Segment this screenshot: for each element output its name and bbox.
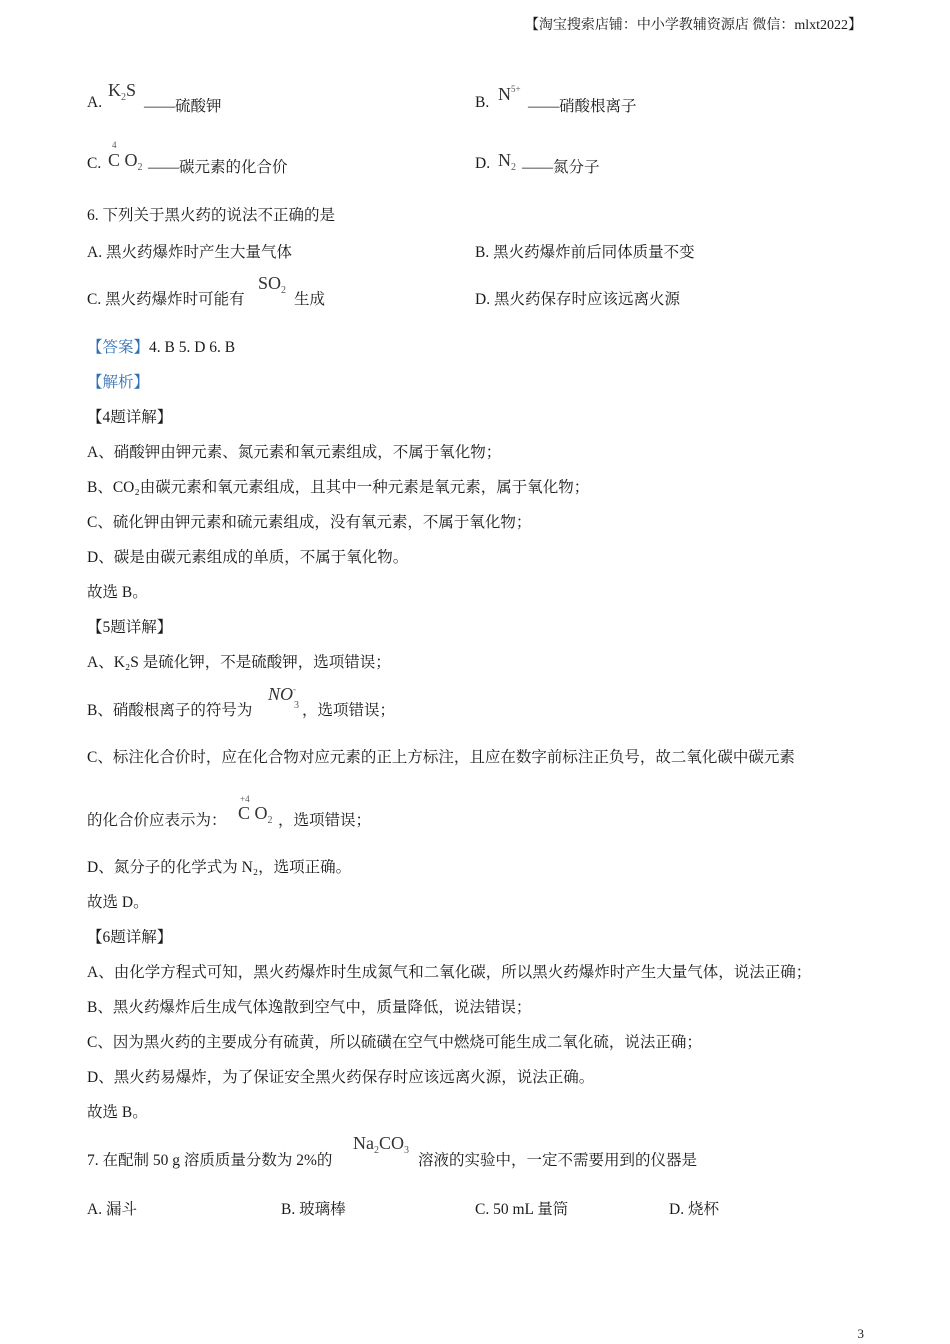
page-header: 【淘宝搜索店铺：中小学教辅资源店 微信：mlxt2022】	[524, 18, 862, 33]
q5-detail-line-b: B、硝酸根离子的符号为	[87, 702, 253, 719]
q6-detail-line: B、黑火药爆炸后生成气体逸散到空气中，质量降低，说法错误；	[87, 999, 532, 1016]
page-number: 3	[857, 1326, 864, 1341]
q4-detail-line: C、硫化钾由钾元素和硫元素组成，没有氧元素，不属于氧化物；	[87, 514, 532, 531]
q5-option-c-desc: ——碳元素的化合价	[148, 159, 288, 176]
q4-detail-line: A、硝酸钾由钾元素、氮元素和氧元素组成，不属于氧化物；	[87, 444, 502, 461]
q5-option-a: A.	[87, 94, 103, 111]
q5-detail-line-d: D、氮分子的化学式为 N₂，选项正确。	[87, 859, 352, 876]
q7-option-b: B. 玻璃棒	[281, 1201, 346, 1218]
q5-detail-valence: +4	[240, 794, 250, 804]
q6-detail-line: A、由化学方程式可知，黑火药爆炸时生成氮气和二氧化碳，所以黑火药爆炸时产生大量气体，说法正确；	[87, 964, 812, 981]
q7-option-a: A. 漏斗	[87, 1201, 137, 1218]
q7-option-d: D. 烧杯	[669, 1201, 719, 1218]
q5-detail-co2-formula: C $O_2$	[238, 803, 273, 826]
q5-option-c-formula: C $O_2$	[108, 150, 143, 173]
q6-detail-title: 【6题详解】	[87, 929, 173, 946]
q5-option-c: C.	[87, 155, 102, 172]
q4-detail-line: D、碳是由碳元素组成的单质，不属于氧化物。	[87, 549, 409, 566]
q5-option-a-formula: $K_2S$	[108, 80, 137, 103]
q4-detail-conclusion: 故选 B。	[87, 584, 148, 601]
q6-option-c-post: 生成	[294, 291, 326, 308]
q5-detail-conclusion: 故选 D。	[87, 894, 149, 911]
q5-option-c-valence: 4	[112, 140, 117, 150]
q5-option-d: D.	[475, 155, 491, 172]
q6-option-b: B. 黑火药爆炸前后同体质量不变	[475, 244, 695, 261]
q5-detail-line-c2-post: ，选项错误；	[278, 812, 372, 829]
q5-option-a-desc: ——硫酸钾	[144, 98, 222, 115]
q6-option-d: D. 黑火药保存时应该远离火源	[475, 291, 680, 308]
q5-detail-nitrate-sub: 3	[294, 700, 299, 711]
q6-detail-conclusion: 故选 B。	[87, 1104, 148, 1121]
q6-detail-line: C、因为黑火药的主要成分有硫黄，所以硫磺在空气中燃烧可能生成二氧化硫，说法正确；	[87, 1034, 702, 1051]
q5-option-d-desc: ——氮分子	[522, 159, 600, 176]
answer-line: 【答案】4. B 5. D 6. B	[87, 339, 236, 356]
q5-option-b-formula: $N^{5+}$	[498, 84, 521, 104]
q5-detail-title: 【5题详解】	[87, 619, 173, 636]
q5-option-d-formula: $N_2$	[498, 150, 516, 173]
q5-option-b: B.	[475, 94, 490, 111]
q5-detail-nitrate-formula: NO-	[268, 684, 297, 704]
q6-option-c: C. 黑火药爆炸时可能有	[87, 291, 245, 308]
q5-detail-line-c1: C、标注化合价时，应在化合物对应元素的正上方标注，且应在数字前标注正负号，故二氧化碳中碳元素	[87, 749, 795, 766]
q7-stem: 7. 在配制 50 g 溶质质量分数为 2%的	[87, 1152, 333, 1169]
q6-option-a: A. 黑火药爆炸时产生大量气体	[87, 244, 292, 261]
q5-detail-line-a: A、K₂S 是硫化钾，不是硫酸钾，选项错误；	[87, 654, 391, 671]
q5-option-b-desc: ——硝酸根离子	[528, 98, 637, 115]
q6-option-c-formula: $SO_2$	[258, 273, 287, 296]
analysis-tag: 【解析】	[87, 374, 150, 391]
q5-detail-line-c2: 的化合价应表示为：	[87, 812, 227, 829]
q7-formula: $Na_2CO_3$	[353, 1133, 410, 1156]
q5-detail-line-b-post: ，选项错误；	[302, 702, 396, 719]
q4-detail-title: 【4题详解】	[87, 409, 173, 426]
q7-stem-post: 溶液的实验中，一定不需要用到的仪器是	[418, 1152, 698, 1169]
q6-detail-line: D、黑火药易爆炸，为了保证安全黑火药保存时应该远离火源，说法正确。	[87, 1069, 595, 1086]
q6-stem: 6. 下列关于黑火药的说法不正确的是	[87, 207, 336, 224]
q7-option-c: C. 50 mL 量筒	[475, 1201, 569, 1218]
q4-detail-line: B、CO₂由碳元素和氧元素组成，且其中一种元素是氧元素，属于氧化物；	[87, 479, 590, 496]
